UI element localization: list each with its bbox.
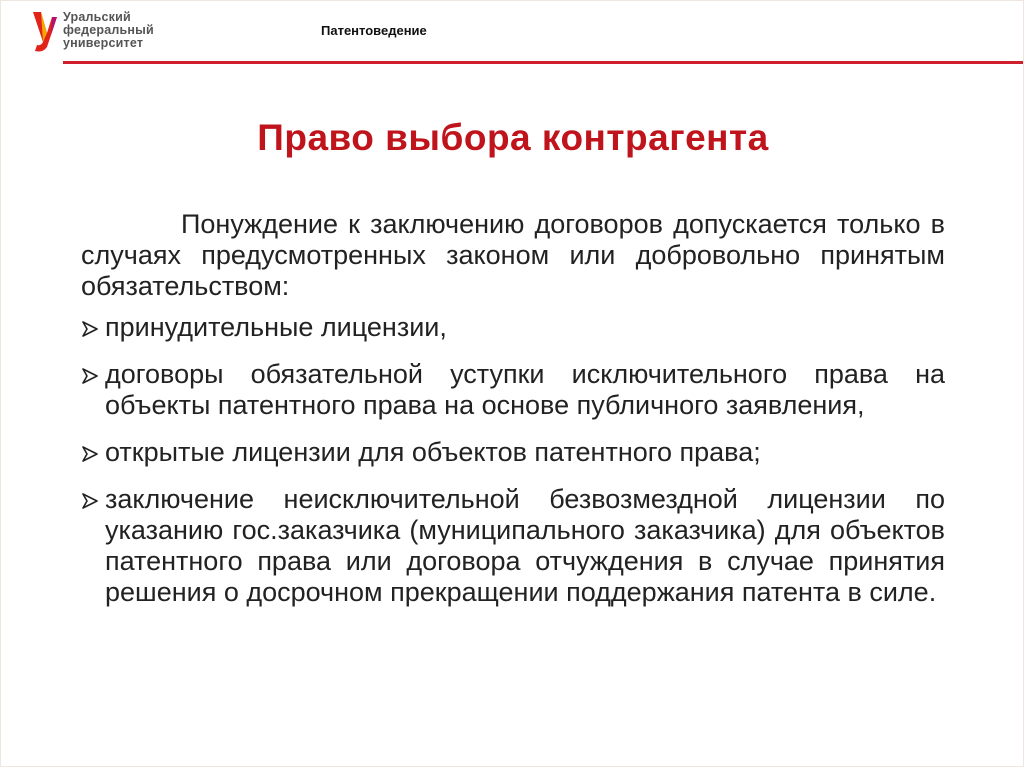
logo-line-2: федеральный [63, 23, 154, 37]
list-item [81, 312, 945, 343]
bullet-text: открытые лицензии для объектов патентного права; [105, 437, 761, 467]
course-name: Патентоведение [321, 23, 427, 38]
university-logo [31, 9, 154, 53]
bullet-text: принудительные лицензии, [105, 312, 447, 342]
slide-body [81, 209, 945, 624]
list-item [81, 484, 945, 608]
logo-line-1: Уральский [63, 10, 131, 24]
arrowhead-bullet-icon [81, 368, 99, 384]
logo-line-3: университет [63, 36, 144, 50]
header-divider [63, 61, 1023, 64]
arrowhead-bullet-icon [81, 493, 99, 509]
intro-paragraph: Понуждение к заключению договоров допускается только в случаях предусмотренных законом или добровольно принятым обязательством: [81, 209, 945, 301]
bullet-list [81, 312, 945, 608]
arrowhead-bullet-icon [81, 446, 99, 462]
bullet-text: заключение неисключительной безвозмездной лицензии по указанию гос.заказчика (муниципального заказчика) для объектов патентного права или договора отчуждения в случае принятия решения о досрочном прекращении поддержания патента в силе. [105, 484, 945, 607]
list-item [81, 437, 945, 468]
slide-title: Право выбора контрагента [257, 117, 769, 158]
ural-federal-university-emblem-icon [31, 9, 59, 53]
university-name [63, 11, 154, 50]
bullet-text: договоры обязательной уступки исключительного права на объекты патентного права на основе публичного заявления, [105, 359, 945, 420]
list-item [81, 359, 945, 421]
arrowhead-bullet-icon [81, 321, 99, 337]
